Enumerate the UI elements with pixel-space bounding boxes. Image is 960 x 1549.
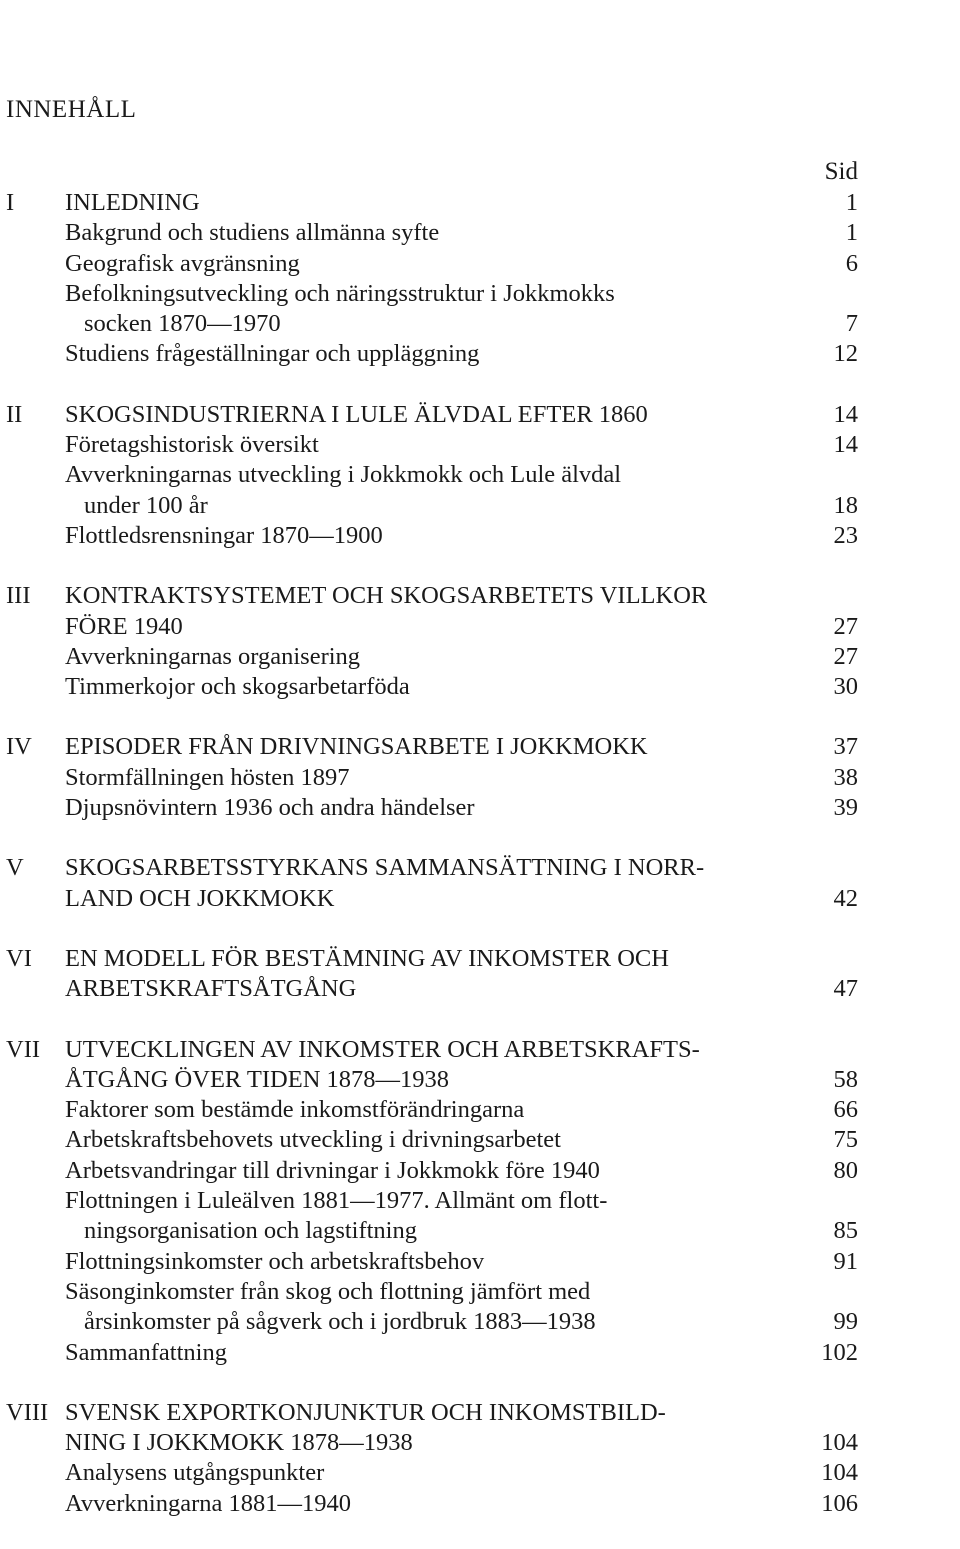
chapter-numeral: VII xyxy=(6,1035,41,1063)
toc-entry-text: FÖRE 1940 xyxy=(65,612,183,640)
toc-entry-text: Arbetsvandringar till drivningar i Jokkmokk före 1940 xyxy=(65,1156,600,1184)
toc-entry-text: ARBETSKRAFTSÅTGÅNG xyxy=(65,975,357,1003)
toc-line xyxy=(0,1338,960,1368)
toc-line xyxy=(0,188,960,218)
toc-line xyxy=(0,793,960,823)
toc-page-number: 106 xyxy=(821,1489,858,1517)
toc-chapter xyxy=(0,400,960,551)
toc-page-number: 27 xyxy=(833,612,858,640)
toc-entry-text: ningsorganisation och lagstiftning xyxy=(84,1217,417,1245)
toc-page-number: 47 xyxy=(833,975,858,1003)
toc-page-number: 102 xyxy=(821,1338,858,1366)
toc-line xyxy=(0,339,960,369)
toc-chapter xyxy=(0,853,960,914)
toc-page-number: 75 xyxy=(833,1126,858,1154)
toc-chapter xyxy=(0,1035,960,1368)
toc-entry-text: Flottledsrensningar 1870—1900 xyxy=(65,521,383,549)
toc-entry-text: Arbetskraftsbehovets utveckling i drivningsarbetet xyxy=(65,1126,561,1154)
toc-page-number: 58 xyxy=(833,1065,858,1093)
toc-chapter xyxy=(0,1398,960,1519)
toc-entry-text: ÅTGÅNG ÖVER TIDEN 1878—1938 xyxy=(65,1065,450,1093)
toc-entry-text: Geografisk avgränsning xyxy=(65,249,300,277)
toc-entry-text: SVENSK EXPORTKONJUNKTUR OCH INKOMSTBILD- xyxy=(65,1398,666,1426)
toc-line xyxy=(0,460,960,490)
toc-line xyxy=(0,1458,960,1488)
toc-line xyxy=(0,430,960,460)
toc-line xyxy=(0,218,960,248)
toc-page-number: 104 xyxy=(821,1459,858,1487)
chapter-numeral: I xyxy=(6,189,15,216)
toc-entry-text: Timmerkojor och skogsarbetarföda xyxy=(65,673,410,701)
toc-entry-text: socken 1870—1970 xyxy=(84,310,281,338)
toc-page-number: 104 xyxy=(821,1429,858,1457)
toc-entry-text: SKOGSINDUSTRIERNA I LULE ÄLVDAL EFTER 1860 xyxy=(65,400,648,428)
toc-page-number: 6 xyxy=(845,249,858,277)
toc-line xyxy=(0,400,960,430)
toc-page-number: 1 xyxy=(845,219,858,247)
toc-line xyxy=(0,1125,960,1155)
toc-entry-text: Analysens utgångspunkter xyxy=(65,1459,325,1487)
toc-entry-text: EPISODER FRÅN DRIVNINGSARBETE I JOKKMOKK xyxy=(65,733,648,761)
toc-line xyxy=(0,491,960,521)
toc-line xyxy=(0,1247,960,1277)
toc-entry-text: Säsonginkomster från skog och flottning jämfört med xyxy=(65,1277,591,1305)
chapter-numeral: II xyxy=(6,400,23,428)
toc-entry-text: Avverkningarnas utveckling i Jokkmokk och Lule älvdal xyxy=(65,461,622,489)
toc-entry-text: LAND OCH JOKKMOKK xyxy=(65,884,335,912)
toc-line xyxy=(0,279,960,309)
toc-entry-text: Faktorer som bestämde inkomstförändringarna xyxy=(65,1096,525,1124)
toc-page-number: 27 xyxy=(833,642,858,670)
toc-entry-text: Befolkningsutveckling och näringsstruktur i Jokkmokks xyxy=(65,279,615,307)
toc-line xyxy=(0,309,960,339)
toc-line xyxy=(0,1156,960,1186)
toc-entry-text: INLEDNING xyxy=(65,189,200,216)
toc-entry-text: UTVECKLINGEN AV INKOMSTER OCH ARBETSKRAFTS- xyxy=(65,1035,700,1063)
toc-line xyxy=(0,1398,960,1428)
toc-page-number: 42 xyxy=(833,884,858,912)
toc-line xyxy=(0,884,960,914)
toc-page-number: 12 xyxy=(833,340,858,368)
toc-line xyxy=(0,672,960,702)
toc-page-number: 37 xyxy=(833,733,858,761)
chapter-numeral: VI xyxy=(6,944,32,972)
toc-line xyxy=(0,1035,960,1065)
toc-entry-text: Flottningen i Luleälven 1881—1977. Allmänt om flott- xyxy=(65,1187,608,1215)
toc-line xyxy=(0,249,960,279)
chapter-numeral: III xyxy=(6,582,31,610)
toc-entry-text: Flottningsinkomster och arbetskraftsbehov xyxy=(65,1247,485,1275)
toc-page-number: 23 xyxy=(833,521,858,549)
toc-entry-text: årsinkomster på sågverk och i jordbruk 1883—1938 xyxy=(84,1308,596,1336)
toc-line xyxy=(0,581,960,611)
toc-line xyxy=(0,612,960,642)
chapter-numeral: V xyxy=(6,854,24,882)
toc-entry-text: Företagshistorisk översikt xyxy=(65,431,319,459)
toc-line xyxy=(0,1065,960,1095)
toc-entry-text: EN MODELL FÖR BESTÄMNING AV INKOMSTER OCH xyxy=(65,944,669,972)
toc-line xyxy=(0,1489,960,1519)
page-title: INNEHÅLL xyxy=(6,96,137,123)
toc-line xyxy=(0,521,960,551)
toc-page-number: 85 xyxy=(833,1217,858,1245)
toc-chapter xyxy=(0,581,960,702)
toc-page-number: 7 xyxy=(845,310,858,338)
toc-page-number: 30 xyxy=(833,673,858,701)
toc-entry-text: NING I JOKKMOKK 1878—1938 xyxy=(65,1429,413,1457)
toc-page-number: 39 xyxy=(833,794,858,822)
toc-page-number: 38 xyxy=(833,763,858,791)
toc-entry-text: KONTRAKTSYSTEMET OCH SKOGSARBETETS VILLKOR xyxy=(65,582,708,610)
chapter-numeral: IV xyxy=(6,733,32,761)
toc-page-number: 91 xyxy=(833,1247,858,1275)
toc-line xyxy=(0,974,960,1004)
toc-line xyxy=(0,944,960,974)
toc-line xyxy=(0,1277,960,1307)
toc-page-number: 14 xyxy=(833,431,858,459)
toc-page-number: 14 xyxy=(833,400,858,428)
table-of-contents xyxy=(0,188,960,1549)
toc-entry-text: SKOGSARBETSSTYRKANS SAMMANSÄTTNING I NORR- xyxy=(65,854,705,882)
toc-entry-text: Avverkningarnas organisering xyxy=(65,642,361,670)
toc-chapter xyxy=(0,944,960,1005)
toc-entry-text: Avverkningarna 1881—1940 xyxy=(65,1489,351,1517)
toc-page-number: 18 xyxy=(833,491,858,519)
toc-page-number: 66 xyxy=(833,1096,858,1124)
toc-line xyxy=(0,1307,960,1337)
toc-entry-text: Djupsnövintern 1936 och andra händelser xyxy=(65,794,475,822)
chapter-numeral: VIII xyxy=(6,1398,49,1426)
toc-page-number: 80 xyxy=(833,1156,858,1184)
toc-entry-text: Bakgrund och studiens allmänna syfte xyxy=(65,219,440,247)
toc-line xyxy=(0,763,960,793)
toc-entry-text: under 100 år xyxy=(84,491,208,519)
toc-line xyxy=(0,1095,960,1125)
page-column-header: Sid xyxy=(824,158,858,185)
toc-chapter xyxy=(0,732,960,823)
toc-line xyxy=(0,1216,960,1246)
toc-line xyxy=(0,642,960,672)
toc-line xyxy=(0,853,960,883)
toc-entry-text: Stormfällningen hösten 1897 xyxy=(65,763,350,791)
toc-line xyxy=(0,732,960,762)
toc-line xyxy=(0,1186,960,1216)
toc-line xyxy=(0,1428,960,1458)
toc-chapter xyxy=(0,188,960,370)
toc-entry-text: Studiens frågeställningar och uppläggning xyxy=(65,340,480,368)
toc-page-number: 1 xyxy=(845,189,858,216)
toc-entry-text: Sammanfattning xyxy=(65,1338,227,1366)
toc-page-number: 99 xyxy=(833,1308,858,1336)
